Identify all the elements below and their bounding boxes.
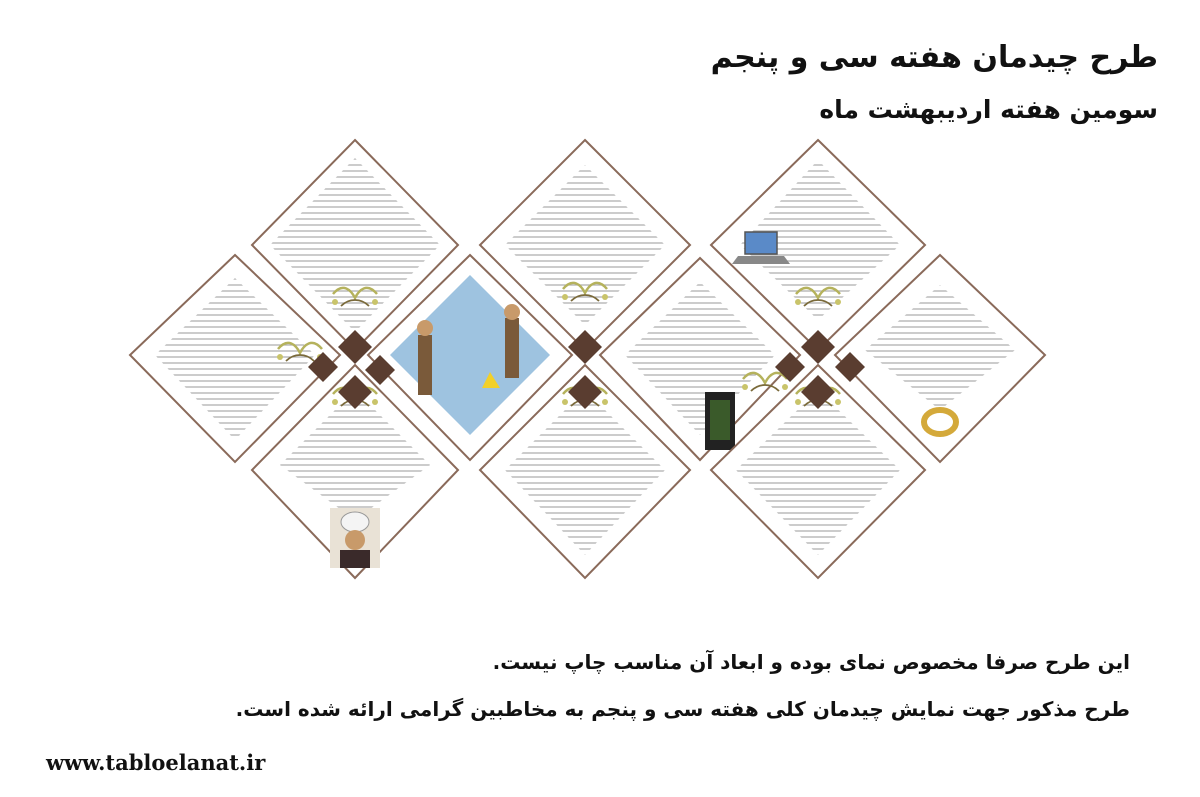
page-title: طرح چیدمان هفته سی و پنجم xyxy=(710,40,1158,75)
cleric-photo-icon xyxy=(330,508,380,568)
page-subtitle: سومین هفته اردیبهشت ماه xyxy=(819,95,1158,124)
website-url[interactable]: www.tabloelanat.ir xyxy=(46,750,266,775)
note-line-2: طرح مذکور جهت نمایش چیدمان کلی هفته سی و پنجم به مخاطبین گرامی ارائه شده است. xyxy=(235,697,1130,721)
phone-icon xyxy=(705,392,735,450)
note-line-1: این طرح صرفا مخصوص نمای بوده و ابعاد آن مناسب چاپ نیست. xyxy=(492,650,1130,674)
